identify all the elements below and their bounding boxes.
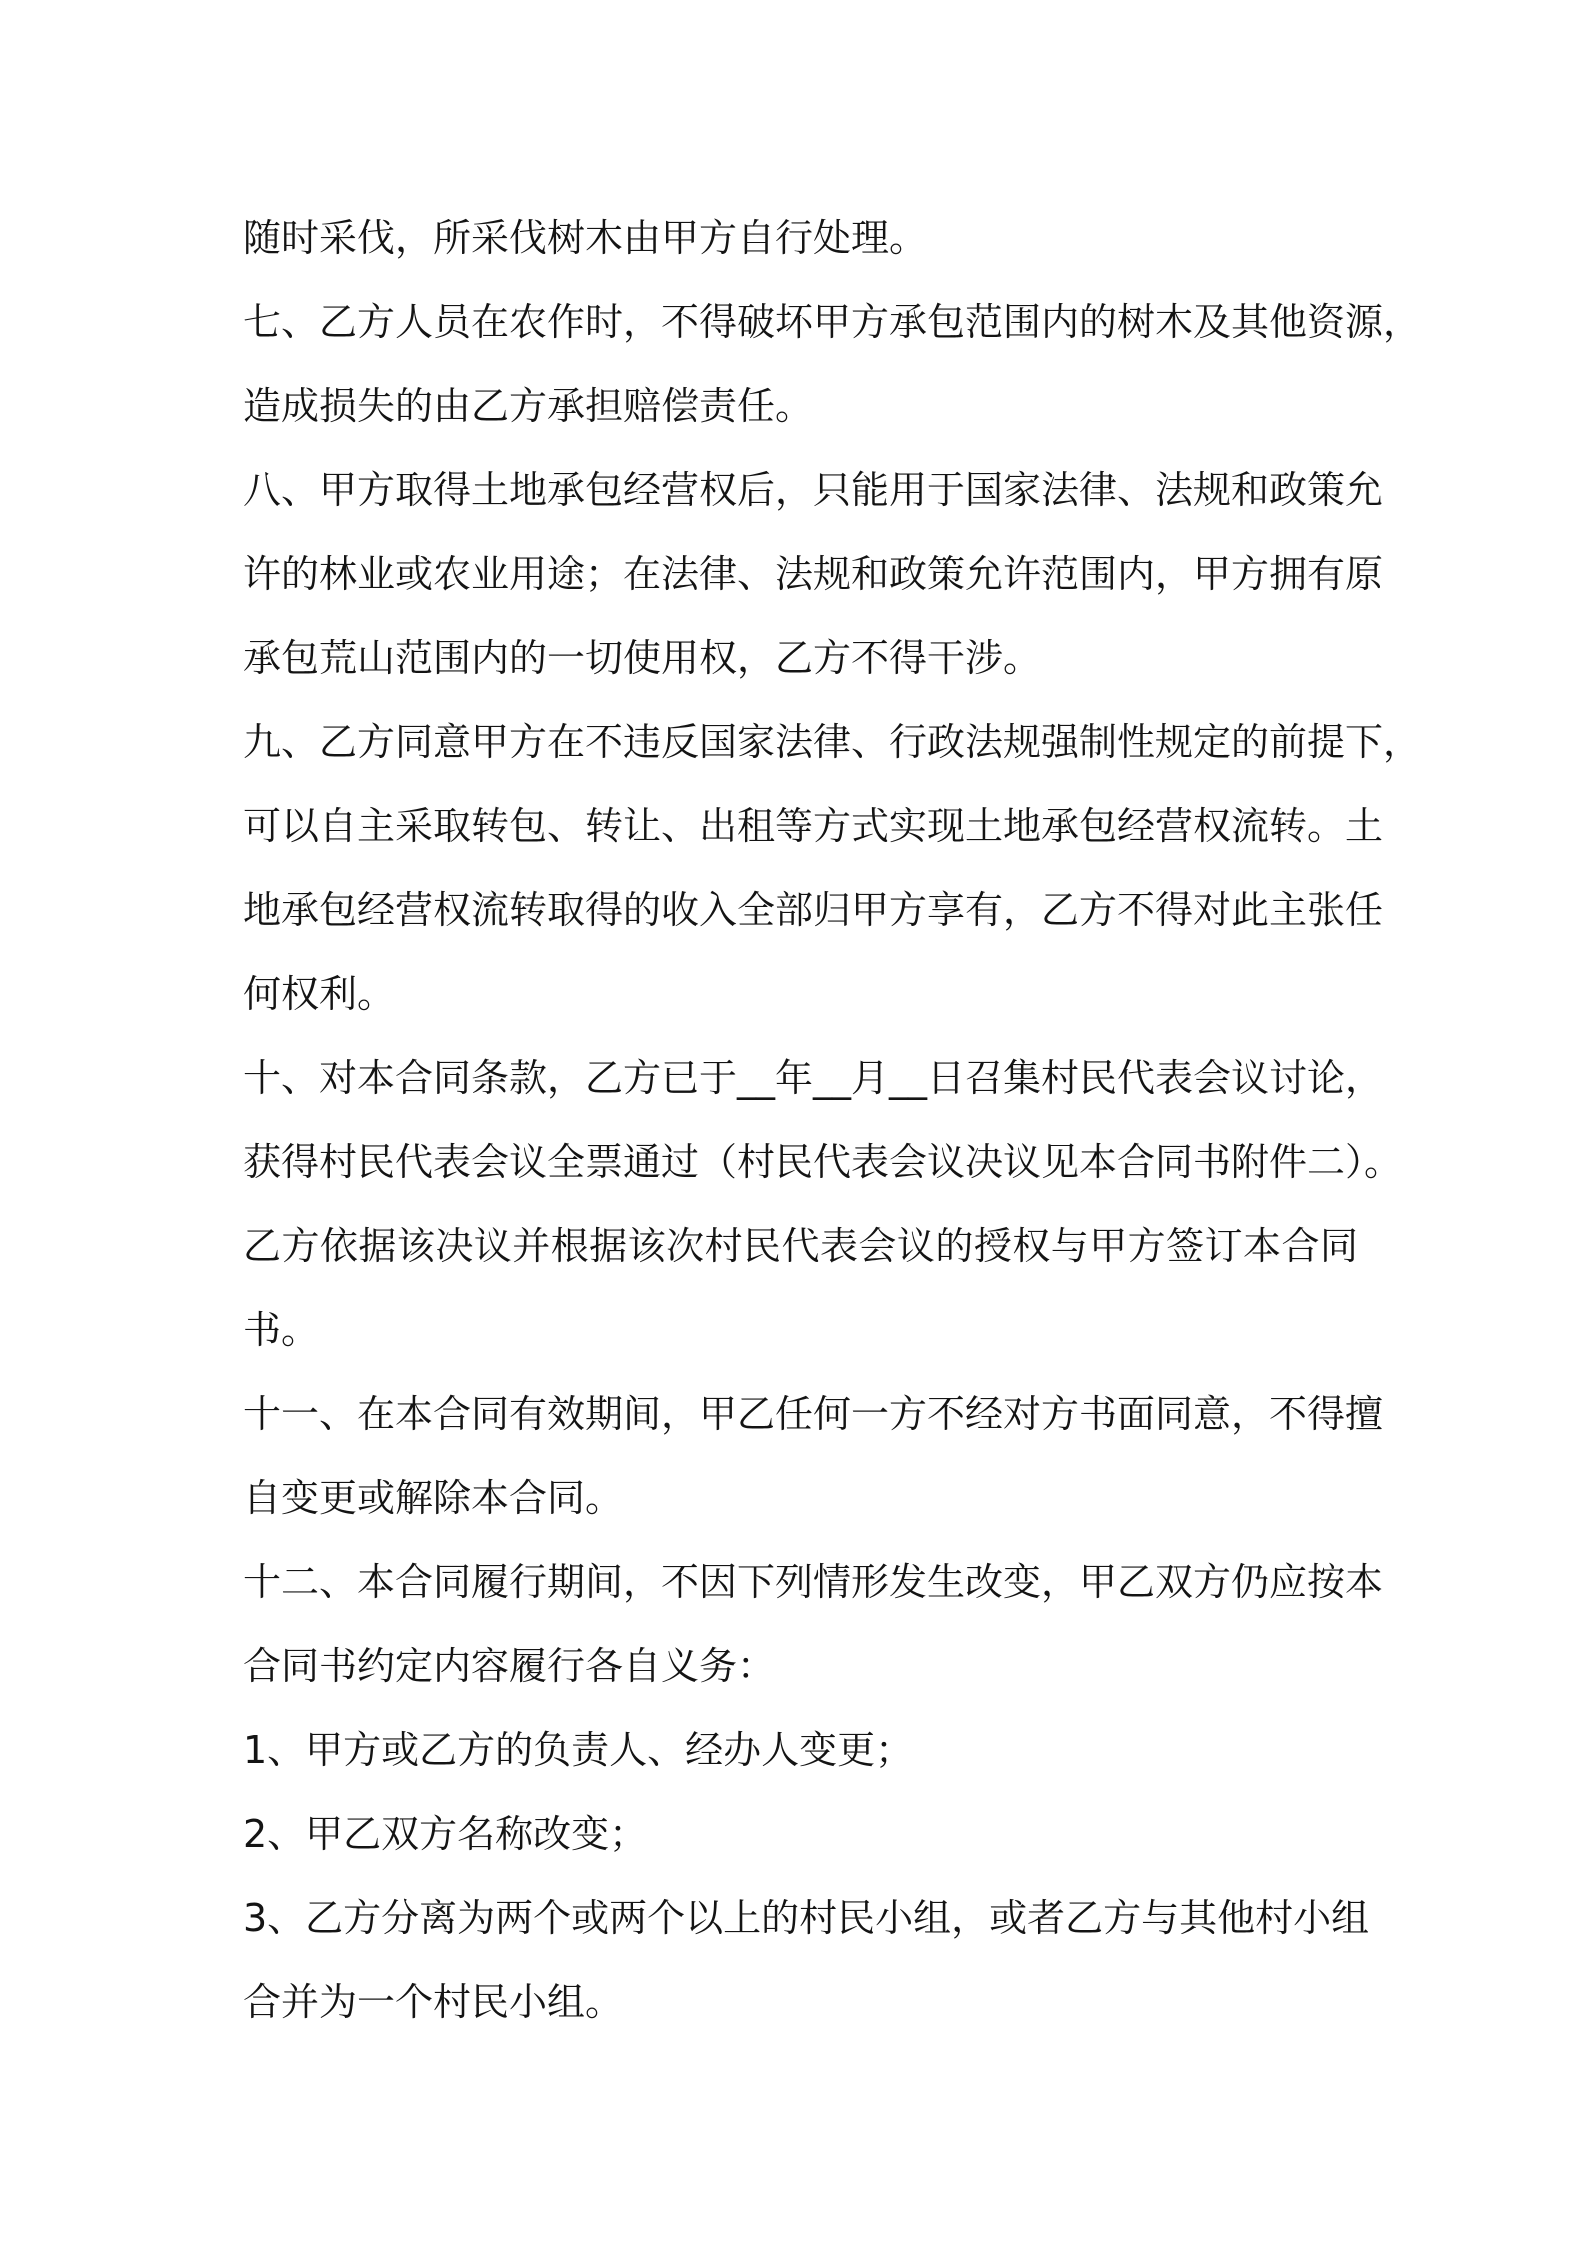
text-line: 十一、在本合同有效期间，甲乙任何一方不经对方书面同意，不得擅: [243, 1392, 1384, 1436]
text-line: 八、甲方取得土地承包经营权后，只能用于国家法律、法规和政策允: [243, 468, 1384, 512]
text-line: 九、乙方同意甲方在不违反国家法律、行政法规强制性规定的前提下，: [243, 720, 1422, 764]
text-line: 承包荒山范围内的一切使用权，乙方不得干涉。: [243, 636, 1042, 680]
text-line: 1、甲方或乙方的负责人、经办人变更；: [243, 1728, 914, 1772]
text-line: 十、对本合同条款，乙方已于__年__月__日召集村民代表会议讨论，: [243, 1056, 1384, 1100]
text-line: 2、甲乙双方名称改变；: [243, 1812, 648, 1856]
text-line: 七、乙方人员在农作时，不得破坏甲方承包范围内的树木及其他资源，: [243, 300, 1422, 344]
text-line: 随时采伐，所采伐树木由甲方自行处理。: [243, 216, 928, 260]
text-line: 合同书约定内容履行各自义务：: [243, 1644, 776, 1688]
text-line: 许的林业或农业用途；在法律、法规和政策允许范围内，甲方拥有原: [243, 552, 1384, 596]
text-line: 造成损失的由乙方承担赔偿责任。: [243, 384, 814, 428]
text-line: 书。: [243, 1308, 320, 1352]
text-line: 地承包经营权流转取得的收入全部归甲方享有，乙方不得对此主张任: [243, 888, 1384, 932]
text-line: 乙方依据该决议并根据该次村民代表会议的授权与甲方签订本合同: [243, 1224, 1358, 1268]
text-line: 3、乙方分离为两个或两个以上的村民小组，或者乙方与其他村小组: [243, 1896, 1370, 1940]
text-line: 十二、本合同履行期间，不因下列情形发生改变，甲乙双方仍应按本: [243, 1560, 1384, 1604]
text-line: 可以自主采取转包、转让、出租等方式实现土地承包经营权流转。土: [243, 804, 1384, 848]
text-line: 获得村民代表会议全票通过（村民代表会议决议见本合同书附件二）。: [243, 1140, 1403, 1184]
contract-body: [243, 196, 1422, 2044]
text-line: 何权利。: [243, 972, 396, 1016]
text-line: 合并为一个村民小组。: [243, 1980, 624, 2024]
text-line: 自变更或解除本合同。: [243, 1476, 624, 1520]
